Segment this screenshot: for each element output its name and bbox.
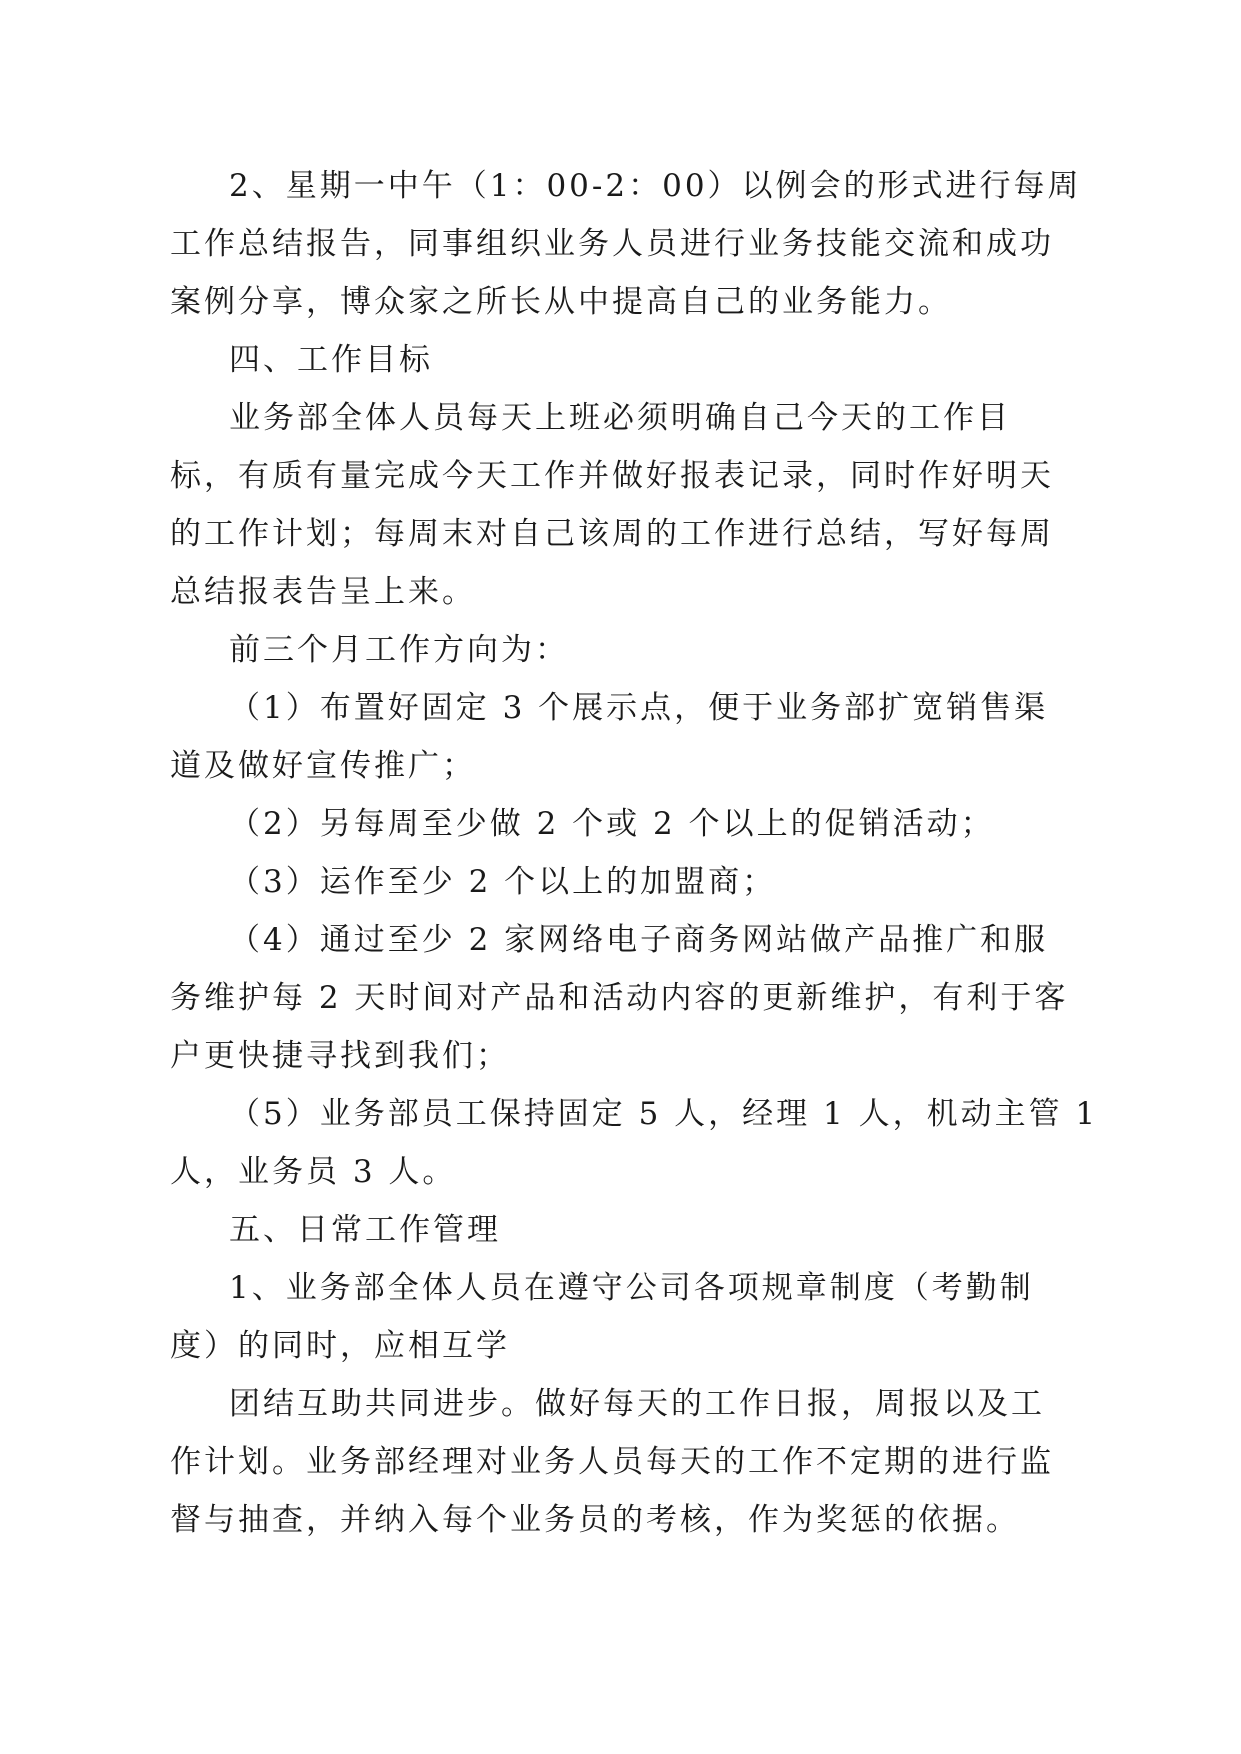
list-item-4-line-3: 户更快捷寻找到我们； xyxy=(170,1038,510,1074)
list-item-5-line-1: （5）业务部员工保持固定 5 人，经理 1 人，机动主管 1 xyxy=(229,1096,1099,1132)
paragraph-goals-line-1: 业务部全体人员每天上班必须明确自己今天的工作目 xyxy=(229,400,1011,436)
paragraph-management-line-2: 度）的同时，应相互学 xyxy=(170,1328,510,1364)
paragraph-goals-line-2: 标，有质有量完成今天工作并做好报表记录，同时作好明天 xyxy=(170,458,1054,494)
paragraph-goals-line-3: 的工作计划；每周末对自己该周的工作进行总结，写好每周 xyxy=(170,516,1054,552)
list-item-5-line-2: 人，业务员 3 人。 xyxy=(170,1154,457,1190)
list-item-4-line-1: （4）通过至少 2 家网络电子商务网站做产品推广和服 xyxy=(229,922,1049,958)
list-item-2: （2）另每周至少做 2 个或 2 个以上的促销活动； xyxy=(229,806,995,842)
section-heading-daily-management: 五、日常工作管理 xyxy=(229,1212,501,1248)
list-item-1-line-2: 道及做好宣传推广； xyxy=(170,748,476,784)
paragraph-meeting-line-1: 2、星期一中午（1：00-2：00）以例会的形式进行每周 xyxy=(229,168,1082,204)
paragraph-management-line-1: 1、业务部全体人员在遵守公司各项规章制度（考勤制 xyxy=(229,1270,1034,1306)
paragraph-meeting-line-2: 工作总结报告，同事组织业务人员进行业务技能交流和成功 xyxy=(170,226,1054,262)
list-item-4-line-2: 务维护每 2 天时间对产品和活动内容的更新维护，有利于客 xyxy=(170,980,1069,1016)
paragraph-management-line-5: 督与抽查，并纳入每个业务员的考核，作为奖惩的依据。 xyxy=(170,1502,1020,1538)
list-item-3: （3）运作至少 2 个以上的加盟商； xyxy=(229,864,777,900)
section-heading-work-goals: 四、工作目标 xyxy=(229,342,433,378)
paragraph-management-line-4: 作计划。业务部经理对业务人员每天的工作不定期的进行监 xyxy=(170,1444,1054,1480)
list-item-1-line-1: （1）布置好固定 3 个展示点，便于业务部扩宽销售渠 xyxy=(229,690,1049,726)
paragraph-goals-line-4: 总结报表告呈上来。 xyxy=(170,574,476,610)
paragraph-management-line-3: 团结互助共同进步。做好每天的工作日报，周报以及工 xyxy=(229,1386,1045,1422)
list-intro: 前三个月工作方向为： xyxy=(229,632,569,668)
paragraph-meeting-line-3: 案例分享，博众家之所长从中提高自己的业务能力。 xyxy=(170,284,952,320)
